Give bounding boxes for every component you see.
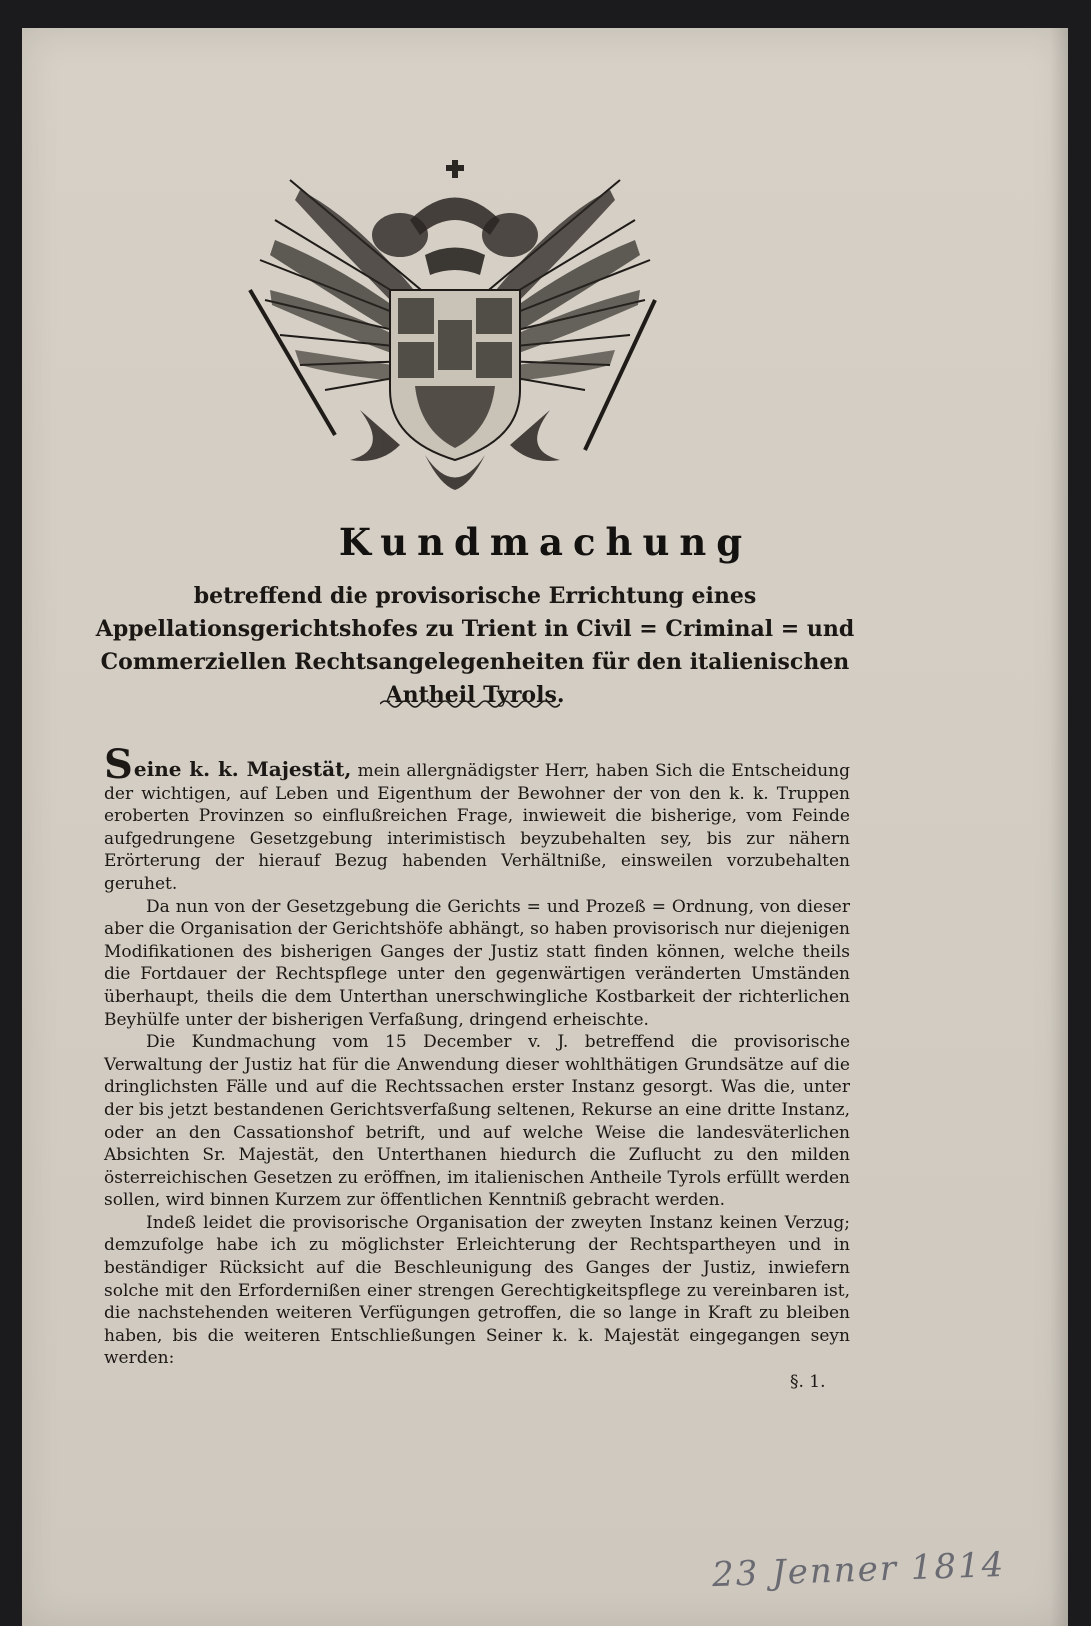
lead-words: eine k. k. Majestät, (133, 757, 352, 781)
document-title: Kundmachung (338, 520, 753, 564)
paragraph-2: Da nun von der Gesetzgebung die Gerichts = und Prozeß = Ordnung, von dieser aber die Organisation der Gerichtshöfe abhängt, so haben provisorisch nur diejenigen Modifikationen des bisherigen Ganges der Justiz statt finden können, welche theils die Fortdauer der Rechtspflege unter den gegenwärtigen veränderten Umständen überhaupt, theils die dem Unterthan unerschwingliche Kostbarkeit der richterlichen Beyhülfe unter der bisherigen Verfaßung, dringend erheischte. (104, 896, 850, 1030)
drop-cap: S (104, 741, 133, 788)
section-marker: §. 1. (790, 1372, 826, 1392)
paragraph-1 (104, 741, 850, 896)
ornamental-divider (380, 696, 560, 712)
document-subtitle: betreffend die provisorische Errichtung eines Appellationsgerichtshofes zu Trient in Civil = Criminal = und Commerziellen Rechtsangelegenheiten für den italienischen Antheil Tyrols. (95, 583, 855, 708)
double-headed-eagle-icon (240, 160, 670, 500)
page-edge-shadow (1050, 28, 1068, 1626)
paragraph-4: Indeß leidet die provisorische Organisation der zweyten Instanz keinen Verzug; demzufolge habe ich zu möglichster Erleichterung der Rechtspartheyen und in beständiger Rücksicht auf die Beschleunigung des Ganges der Justiz, inwiefern solche mit den Erfordernißen einer strengen Gerechtigkeitspflege zu vereinbaren ist, die nachstehenden weiteren Verfügungen getroffen, die so lange in Kraft zu bleiben haben, bis die weiteren Entschließungen Seiner k. k. Majestät eingegangen seyn werden: (104, 1212, 850, 1369)
handwritten-date-annotation: 23 Jenner 1814 (711, 1544, 1006, 1596)
document-body (104, 741, 850, 1370)
paragraph-3: Die Kundmachung vom 15 December v. J. betreffend die provisorische Verwaltung der Justiz hat für die Anwendung dieser wohlthätigen Grundsätze auf die dringlichsten Fälle und auf die Rechtssachen erster Instanz gesorgt. Was die, unter der bis jetzt bestandenen Gerichtsverfaßung seltenen, Rekurse an eine dritte Instanz, oder an den Cassationshof betrift, und auf welche Weise die landesväterlichen Absichten Sr. Majestät, den Unterthanen hiedurch die Zuflucht zu den milden österreichischen Gesetzen zu eröffnen, im italienischen Antheile Tyrols erfüllt werden sollen, wird binnen Kurzem zur öffentlichen Kenntniß gebracht werden. (104, 1032, 850, 1211)
paragraph-1-text: mein allergnädigster Herr, haben Sich die Entscheidung der wichtigen, auf Leben und Eigenthum der Bewohner der von den k. k. Truppen eroberten Provinzen so einflußreichen Frage, inwieweit die bisherige, vom Feinde aufgedrungene Gesetzgebung interimistisch beyzubehalten sey, bis zur nähern Erörterung der hierauf Bezug habenden Verhältniße, einsweilen vorzubehalten geruhet. (104, 761, 850, 894)
